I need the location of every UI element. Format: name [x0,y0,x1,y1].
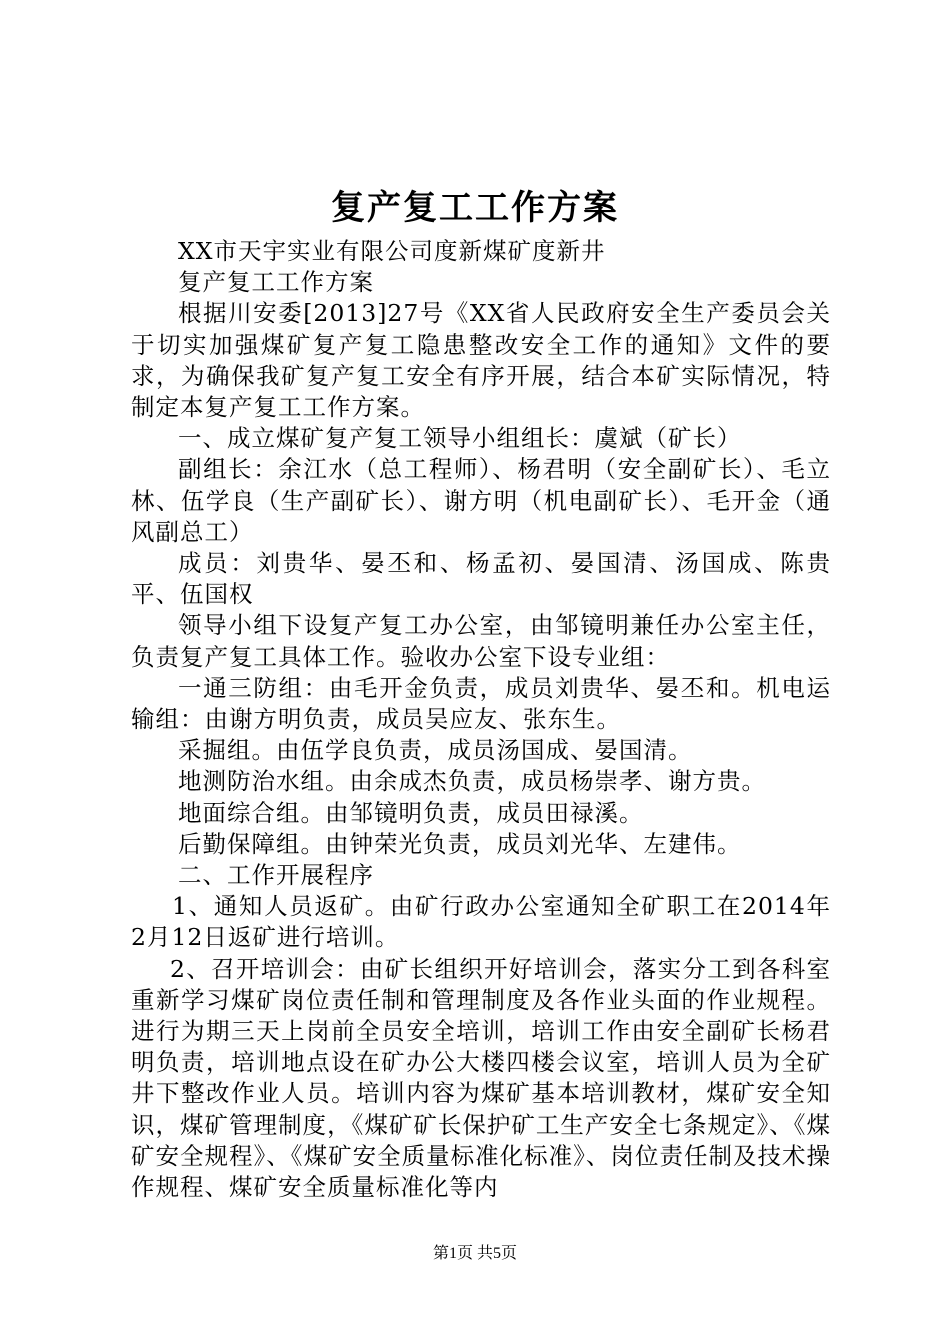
paragraph-basis: 根据川安委[2013]27号《XX省人民政府安全生产委员会关于切实加强煤矿复产复工隐患整改安全工作的通知》文件的要求，为确保我矿复产复工安全有序开展，结合本矿实际情况，特制定本复产复工工作方案。 [131,299,831,422]
paragraph-surface-group: 地面综合组。由邹镜明负责，成员田禄溪。 [178,798,644,827]
paragraph-section-1: 一、成立煤矿复产复工领导小组组长：虞斌（矿长） [178,424,742,453]
paragraph-company: XX市天宇实业有限公司度新煤矿度新井 [178,237,606,265]
paragraph-deputy-leaders: 副组长：余江水（总工程师）、杨君明（安全副矿长）、毛立林、伍学良（生产副矿长）、谢方明（机电副矿长）、毛开金（通风副总工） [131,455,831,546]
document-title: 复产复工工作方案 [331,188,619,228]
paragraph-section-2: 二、工作开展程序 [178,861,374,890]
paragraph-mining-group: 采掘组。由伍学良负责，成员汤国成、晏国清。 [178,736,693,765]
paragraph-survey-group: 地测防治水组。由余成杰负责，成员杨崇孝、谢方贵。 [178,767,766,796]
paragraph-step-1: 1、通知人员返矿。由矿行政办公室通知全矿职工在2014年2月12日返矿进行培训。 [131,892,831,952]
paragraph-logistics-group: 后勤保障组。由钟荣光负责，成员刘光华、左建伟。 [178,829,742,858]
paragraph-step-2: 2、召开培训会：由矿长组织开好培训会，落实分工到各科室重新学习煤矿岗位责任制和管理制度及各作业头面的作业规程。进行为期三天上岗前全员安全培训，培训工作由安全副矿长杨君明负责，培训地点设在矿办公大楼四楼会议室，培训人员为全矿井下整改作业人员。培训内容为煤矿基本培训教材，煤矿安全知识，煤矿管理制度，《煤矿矿长保护矿工生产安全七条规定》、《煤矿安全规程》、《煤矿安全质量标准化标准》、岗位责任制及技术操作规程、煤矿安全质量标准化等内 [131,954,831,1202]
page-footer: 第1页 共5页 [432,1245,517,1262]
paragraph-ventilation-group: 一通三防组：由毛开金负责，成员刘贵华、晏丕和。机电运输组：由谢方明负责，成员吴应友、张东生。 [131,673,831,734]
paragraph-members: 成员：刘贵华、晏丕和、杨孟初、晏国清、汤国成、陈贵平、伍国权 [131,549,831,609]
paragraph-subtitle: 复产复工工作方案 [178,268,374,297]
paragraph-office: 领导小组下设复产复工办公室，由邹镜明兼任办公室主任，负责复产复工具体工作。验收办公室下设专业组： [131,611,831,671]
document-body [131,236,831,1203]
